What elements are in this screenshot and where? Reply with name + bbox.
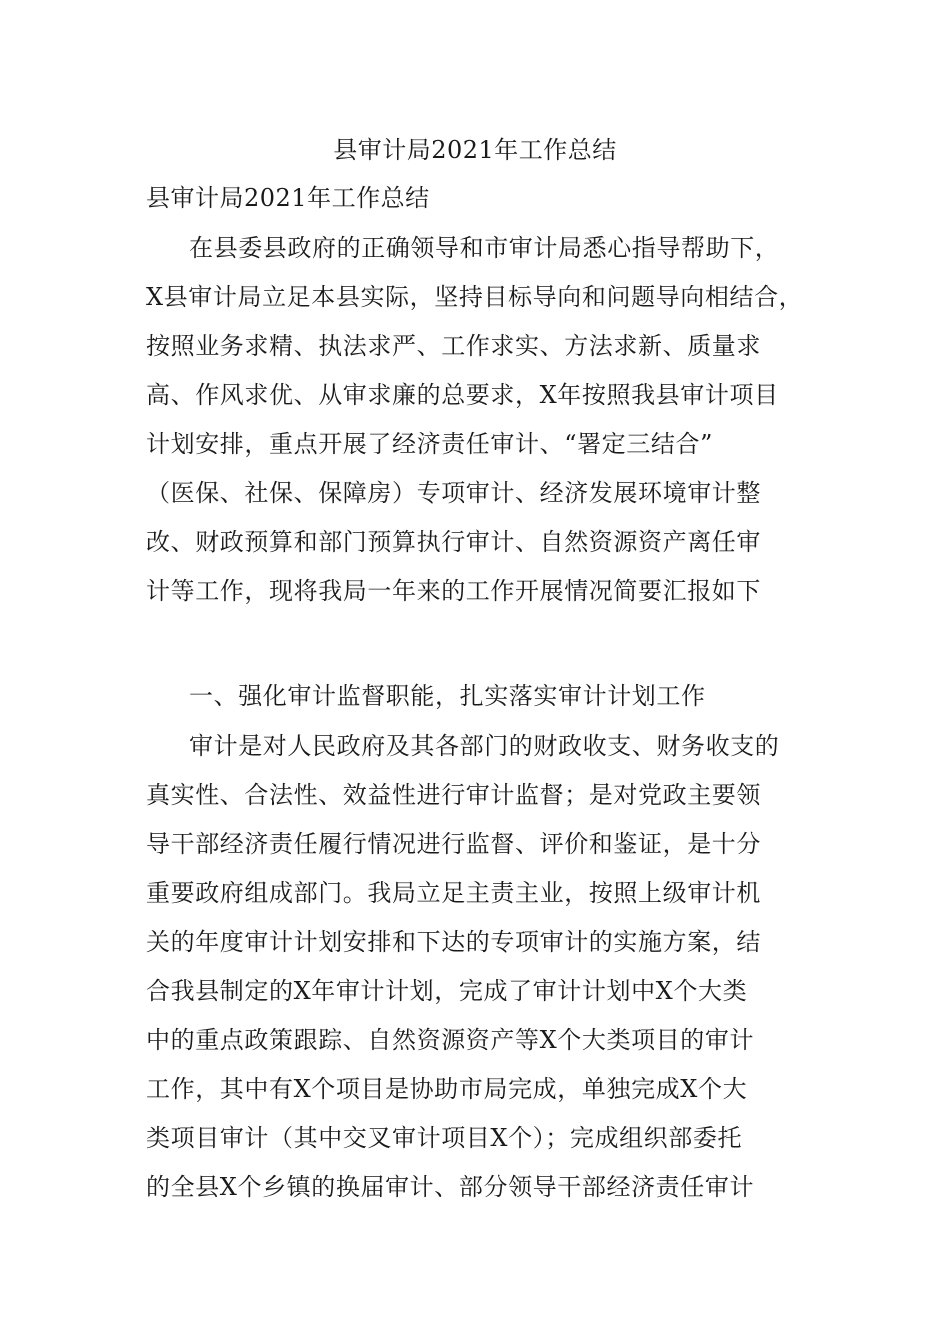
section-heading-text: 一、强化审计监督职能，扎实落实审计计划工作 <box>189 682 706 710</box>
paragraph-line: 工作，其中有X个项目是协助市局完成，单独完成X个大 <box>146 1075 748 1103</box>
paragraph-line: （医保、社保、保障房）专项审计、经济发展环境审计整 <box>146 479 761 507</box>
paragraph-line: 在县委县政府的正确领导和市审计局悉心指导帮助下， <box>189 234 780 262</box>
paragraph-line: 审计是对人民政府及其各部门的财政收支、财务收支的 <box>189 732 780 760</box>
paragraph-line: 高、作风求优、从审求廉的总要求，X年按照我县审计项目 <box>146 381 779 409</box>
document-subtitle: 县审计局2021年工作总结 <box>146 184 430 212</box>
paragraph-line: 计划安排，重点开展了经济责任审计、“署定三结合” <box>146 430 713 458</box>
paragraph-line: 真实性、合法性、效益性进行审计监督；是对党政主要领 <box>146 781 761 809</box>
paragraph-line: 计等工作，现将我局一年来的工作开展情况简要汇报如下 <box>146 577 761 605</box>
paragraph-line: 关的年度审计计划安排和下达的专项审计的实施方案，结 <box>146 928 761 956</box>
intro-paragraph <box>146 224 826 616</box>
document-title: 县审计局2021年工作总结 <box>333 136 617 164</box>
paragraph-line: 类项目审计（其中交叉审计项目X个）；完成组织部委托 <box>146 1124 743 1152</box>
paragraph-line: 改、财政预算和部门预算执行审计、自然资源资产离任审 <box>146 528 761 556</box>
paragraph-line: X县审计局立足本县实际，坚持目标导向和问题导向相结合， <box>146 283 804 311</box>
paragraph-line: 重要政府组成部门。我局立足主责主业，按照上级审计机 <box>146 879 761 907</box>
paragraph-line: 中的重点政策跟踪、自然资源资产等X个大类项目的审计 <box>146 1026 755 1054</box>
section-heading <box>146 672 826 721</box>
paragraph-line: 导干部经济责任履行情况进行监督、评价和鉴证，是十分 <box>146 830 761 858</box>
paragraph-line: 的全县X个乡镇的换届审计、部分领导干部经济责任审计 <box>146 1173 755 1201</box>
paragraph-line: 按照业务求精、执法求严、工作求实、方法求新、质量求 <box>146 332 761 360</box>
paragraph-line: 合我县制定的X年审计计划，完成了审计计划中X个大类 <box>146 977 748 1005</box>
section-1-paragraph <box>146 722 826 1212</box>
